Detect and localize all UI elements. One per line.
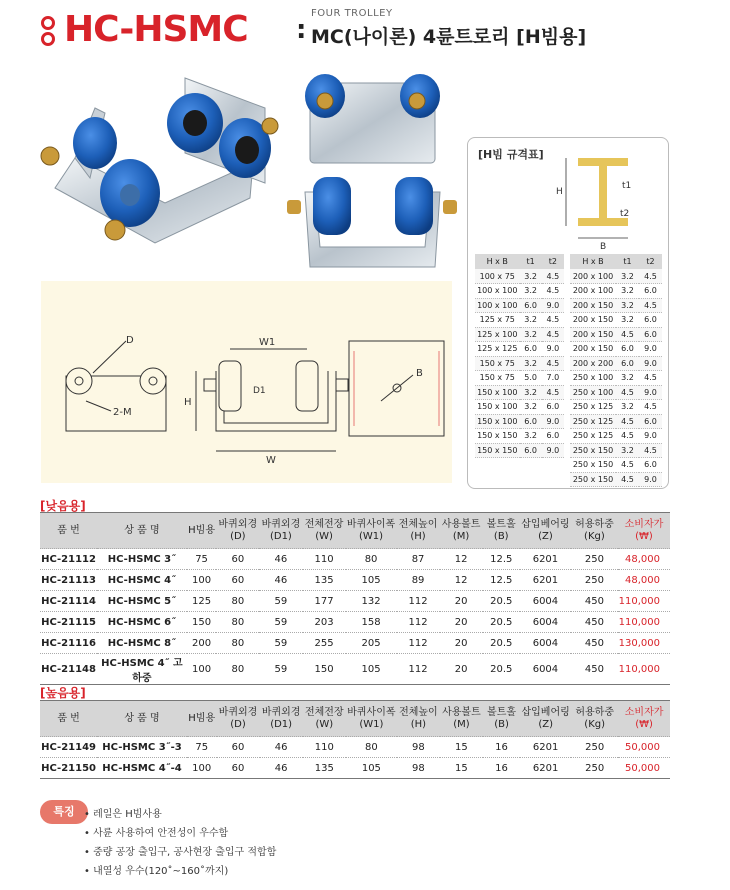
spec-cell: 250 x 125 [570, 414, 616, 429]
technical-drawing [41, 281, 452, 483]
spec-cell: 4.5 [542, 356, 564, 371]
spec-value: 80 [216, 633, 259, 654]
high-type-label: [높음용] [40, 686, 86, 700]
column-header: 상 품 명 [97, 701, 187, 737]
spec-value: 60 [217, 758, 260, 779]
column-header: 상 품 명 [97, 513, 187, 549]
product-name: HC-HSMC 3˝-3 [97, 737, 187, 758]
column-header: 품 번 [40, 513, 97, 549]
product-price: 48,000 [618, 549, 670, 570]
low-type-label: [낮음용] [40, 499, 86, 513]
spec-header: t2 [639, 254, 662, 269]
spec-cell: 250 x 100 [570, 371, 616, 386]
spec-row [570, 371, 662, 386]
column-header: 소비자가 (₩) [618, 701, 670, 737]
spec-value: 100 [187, 758, 217, 779]
spec-value: 150 [187, 612, 217, 633]
column-header: 사용볼트 (M) [440, 701, 483, 737]
spec-cell: 250 x 100 [570, 385, 616, 400]
spec-value: 105 [346, 758, 397, 779]
product-name: HC-HSMC 8˝ [97, 633, 187, 654]
spec-cell: 150 x 100 [475, 414, 520, 429]
spec-value: 135 [303, 570, 346, 591]
spec-header: H x B [475, 254, 520, 269]
spec-value: 6004 [520, 591, 571, 612]
product-code: HC-21115 [40, 612, 97, 633]
spec-cell: 3.2 [520, 269, 542, 284]
spec-value: 20 [440, 654, 483, 685]
spec-cell: 6.0 [520, 414, 542, 429]
spec-value: 15 [440, 737, 483, 758]
product-price: 50,000 [618, 737, 670, 758]
product-name: HC-HSMC 4˝ 고하중 [97, 654, 187, 685]
spec-cell: 9.0 [639, 356, 662, 371]
spec-row [475, 400, 564, 415]
spec-cell: 9.0 [542, 342, 564, 357]
product-code: HC-21114 [40, 591, 97, 612]
column-header: 볼트홀 (B) [483, 513, 520, 549]
spec-cell: 3.2 [520, 356, 542, 371]
spec-cell: 3.2 [616, 284, 639, 299]
spec-cell: 100 x 100 [475, 284, 520, 299]
feature-item: • 내열성 우수(120˚~160˚까지) [84, 862, 276, 881]
spec-value: 177 [303, 591, 346, 612]
spec-cell: 9.0 [639, 472, 662, 487]
low-type-table [40, 512, 670, 685]
column-header: 사용볼트 (M) [440, 513, 483, 549]
spec-value: 98 [397, 758, 440, 779]
product-header [40, 8, 700, 52]
spec-value: 112 [397, 612, 440, 633]
spec-value: 80 [216, 612, 259, 633]
spec-cell: 9.0 [639, 385, 662, 400]
spec-row [570, 356, 662, 371]
product-price: 50,000 [618, 758, 670, 779]
spec-value: 12 [440, 570, 483, 591]
spec-cell: 100 x 100 [475, 298, 520, 313]
spec-value: 46 [259, 549, 302, 570]
label-b: B [416, 368, 423, 379]
plate-top-view-drawing [349, 341, 444, 436]
spec-value: 20 [440, 591, 483, 612]
label-h: H [184, 397, 192, 408]
column-header: 소비자가 (₩) [618, 513, 670, 549]
spec-row [570, 342, 662, 357]
spec-value: 110 [303, 549, 346, 570]
column-header: 바퀴사이폭 (W1) [346, 513, 397, 549]
spec-cell: 150 x 150 [475, 443, 520, 458]
spec-cell: 3.2 [520, 400, 542, 415]
product-photo-top [295, 68, 455, 168]
spec-cell: 6.0 [639, 414, 662, 429]
spec-value: 16 [483, 758, 520, 779]
diagram-label-t2: t2 [620, 209, 630, 219]
spec-value: 89 [397, 570, 440, 591]
spec-cell: 150 x 100 [475, 385, 520, 400]
spec-value: 6201 [520, 570, 571, 591]
spec-row [475, 385, 564, 400]
spec-value: 80 [216, 591, 259, 612]
spec-cell: 100 x 75 [475, 269, 520, 284]
table-row [40, 591, 670, 612]
spec-value: 450 [571, 591, 618, 612]
spec-cell: 3.2 [520, 313, 542, 328]
label-d1: D1 [253, 386, 266, 396]
product-price: 110,000 [618, 612, 670, 633]
column-header: H빔용 [187, 513, 217, 549]
spec-value: 75 [187, 549, 217, 570]
label-2m: 2-M [113, 407, 132, 418]
spec-cell: 150 x 100 [475, 400, 520, 415]
spec-row [570, 429, 662, 444]
product-code: HC-21150 [40, 758, 97, 779]
spec-cell: 3.2 [616, 371, 639, 386]
spec-row [570, 284, 662, 299]
spec-value: 250 [571, 549, 618, 570]
features-badge: 특징 [40, 800, 88, 824]
spec-row [475, 356, 564, 371]
spec-value: 80 [346, 737, 397, 758]
spec-cell: 5.0 [520, 371, 542, 386]
table-row [40, 758, 670, 779]
product-code: HC-21116 [40, 633, 97, 654]
spec-value: 450 [571, 612, 618, 633]
spec-cell: 6.0 [520, 298, 542, 313]
title-separator: : [296, 15, 307, 45]
spec-value: 60 [216, 570, 259, 591]
spec-value: 59 [259, 654, 302, 685]
column-header: 바퀴사이폭 (W1) [346, 701, 397, 737]
spec-cell: 4.5 [616, 327, 639, 342]
table-row [40, 612, 670, 633]
spec-value: 135 [303, 758, 346, 779]
column-header: 바퀴외경 (D1) [260, 701, 303, 737]
spec-value: 20.5 [483, 633, 520, 654]
spec-value: 80 [216, 654, 259, 685]
product-code: HC-21149 [40, 737, 97, 758]
product-name: HC-HSMC 5˝ [97, 591, 187, 612]
spec-value: 450 [571, 654, 618, 685]
spec-cell: 4.5 [542, 284, 564, 299]
spec-value: 15 [440, 758, 483, 779]
spec-row [570, 443, 662, 458]
diagram-label-h: H [556, 187, 563, 197]
spec-value: 105 [346, 654, 397, 685]
spec-cell: 250 x 150 [570, 472, 616, 487]
spec-cell: 200 x 150 [570, 327, 616, 342]
spec-row [570, 327, 662, 342]
spec-cell: 4.5 [616, 429, 639, 444]
spec-value: 112 [397, 591, 440, 612]
spec-value: 6201 [520, 549, 571, 570]
spec-cell: 200 x 150 [570, 313, 616, 328]
spec-cell: 4.5 [639, 298, 662, 313]
spec-row [475, 269, 564, 284]
spec-row [475, 429, 564, 444]
spec-row [475, 414, 564, 429]
spec-value: 75 [187, 737, 217, 758]
spec-value: 98 [397, 737, 440, 758]
spec-cell: 125 x 100 [475, 327, 520, 342]
column-header: 바퀴외경 (D1) [259, 513, 302, 549]
diagram-label-b: B [600, 242, 607, 252]
column-header: H빔용 [187, 701, 217, 737]
spec-cell: 3.2 [616, 443, 639, 458]
subtitle-english: FOUR TROLLEY [311, 8, 393, 19]
spec-row [475, 342, 564, 357]
product-name: HC-HSMC 4˝-4 [97, 758, 187, 779]
spec-cell: 6.0 [520, 342, 542, 357]
brand-rings-icon [40, 16, 56, 48]
spec-cell: 9.0 [639, 342, 662, 357]
spec-row [570, 472, 662, 487]
table-row [40, 633, 670, 654]
spec-cell: 3.2 [520, 327, 542, 342]
column-header: 허용하중 (Kg) [571, 701, 618, 737]
spec-cell: 4.5 [616, 472, 639, 487]
product-code: HC-21148 [40, 654, 97, 685]
spec-cell: 150 x 150 [475, 429, 520, 444]
spec-value: 132 [346, 591, 397, 612]
column-header: 전체전장 (W) [303, 701, 346, 737]
table-row [40, 570, 670, 591]
spec-cell: 7.0 [542, 371, 564, 386]
spec-row [570, 414, 662, 429]
spec-value: 250 [571, 758, 618, 779]
spec-cell: 6.0 [542, 400, 564, 415]
label-w1: W1 [259, 337, 276, 348]
spec-value: 6201 [520, 737, 571, 758]
spec-value: 6201 [520, 758, 571, 779]
table-row [40, 549, 670, 570]
spec-value: 12.5 [483, 570, 520, 591]
spec-cell: 4.5 [616, 385, 639, 400]
product-price: 130,000 [618, 633, 670, 654]
product-price: 110,000 [618, 591, 670, 612]
spec-row [570, 313, 662, 328]
spec-cell: 6.0 [639, 284, 662, 299]
spec-value: 59 [259, 591, 302, 612]
high-type-table [40, 700, 670, 779]
product-name: HC-HSMC 3˝ [97, 549, 187, 570]
spec-value: 46 [259, 570, 302, 591]
spec-cell: 4.5 [639, 443, 662, 458]
spec-cell: 150 x 75 [475, 356, 520, 371]
spec-value: 158 [346, 612, 397, 633]
spec-row [475, 371, 564, 386]
feature-item: • 레일은 H빔사용 [84, 805, 276, 824]
spec-value: 60 [217, 737, 260, 758]
spec-cell: 125 x 125 [475, 342, 520, 357]
spec-cell: 200 x 150 [570, 342, 616, 357]
spec-row [475, 443, 564, 458]
spec-cell: 4.5 [639, 400, 662, 415]
spec-value: 46 [260, 758, 303, 779]
spec-row [475, 298, 564, 313]
spec-value: 20 [440, 612, 483, 633]
spec-cell: 9.0 [639, 429, 662, 444]
spec-cell: 6.0 [616, 342, 639, 357]
subtitle-korean: MC(나이론) 4륜트로리 [H빔용] [311, 26, 587, 48]
spec-cell: 250 x 125 [570, 400, 616, 415]
spec-value: 105 [346, 570, 397, 591]
spec-cell: 6.0 [616, 356, 639, 371]
spec-value: 59 [259, 612, 302, 633]
column-header: 삽입베어링 (Z) [520, 701, 571, 737]
spec-row [475, 284, 564, 299]
column-header: 전체높이 (H) [397, 513, 440, 549]
spec-cell: 4.5 [616, 414, 639, 429]
spec-row [570, 298, 662, 313]
spec-value: 60 [216, 549, 259, 570]
column-header: 허용하중 (Kg) [571, 513, 618, 549]
spec-value: 12 [440, 549, 483, 570]
spec-cell: 3.2 [616, 313, 639, 328]
hbeam-spec-title: [H빔 규격표] [478, 148, 544, 161]
spec-cell: 3.2 [616, 400, 639, 415]
hbeam-cross-section-diagram [548, 152, 658, 252]
spec-value: 6004 [520, 612, 571, 633]
spec-value: 100 [187, 654, 217, 685]
spec-cell: 4.5 [542, 313, 564, 328]
spec-cell: 4.5 [542, 385, 564, 400]
spec-cell: 250 x 150 [570, 458, 616, 473]
product-price: 48,000 [618, 570, 670, 591]
spec-cell: 6.0 [639, 327, 662, 342]
spec-value: 450 [571, 633, 618, 654]
column-header: 바퀴외경 (D) [217, 701, 260, 737]
spec-value: 205 [346, 633, 397, 654]
spec-cell: 200 x 100 [570, 284, 616, 299]
spec-cell: 4.5 [639, 371, 662, 386]
spec-value: 6004 [520, 654, 571, 685]
column-header: 품 번 [40, 701, 97, 737]
product-code: HC-21112 [40, 549, 97, 570]
label-w: W [266, 455, 276, 466]
spec-value: 59 [259, 633, 302, 654]
spec-header: H x B [570, 254, 616, 269]
spec-cell: 9.0 [542, 414, 564, 429]
spec-cell: 6.0 [639, 458, 662, 473]
spec-header: t1 [616, 254, 639, 269]
spec-cell: 3.2 [616, 269, 639, 284]
column-header: 삽입베어링 (Z) [520, 513, 571, 549]
spec-value: 203 [303, 612, 346, 633]
spec-cell: 4.5 [639, 269, 662, 284]
column-header: 바퀴외경 (D) [216, 513, 259, 549]
spec-value: 6004 [520, 633, 571, 654]
spec-value: 150 [303, 654, 346, 685]
spec-header: t1 [520, 254, 542, 269]
spec-cell: 6.0 [542, 429, 564, 444]
spec-cell: 125 x 75 [475, 313, 520, 328]
spec-cell: 6.0 [520, 443, 542, 458]
spec-row [475, 327, 564, 342]
spec-value: 16 [483, 737, 520, 758]
hbeam-spec-panel [467, 137, 669, 489]
spec-value: 87 [397, 549, 440, 570]
table-row [40, 737, 670, 758]
column-header: 볼트홀 (B) [483, 701, 520, 737]
spec-row [570, 385, 662, 400]
label-d: D [126, 335, 134, 346]
table-row [40, 654, 670, 685]
spec-value: 12.5 [483, 549, 520, 570]
spec-cell: 200 x 100 [570, 269, 616, 284]
feature-item: • 사륜 사용하여 안전성이 우수함 [84, 824, 276, 843]
spec-value: 100 [187, 570, 217, 591]
spec-cell: 150 x 75 [475, 371, 520, 386]
spec-cell: 200 x 150 [570, 298, 616, 313]
spec-value: 80 [346, 549, 397, 570]
spec-value: 200 [187, 633, 217, 654]
spec-cell: 3.2 [616, 298, 639, 313]
product-photo-front [285, 172, 460, 272]
spec-cell: 3.2 [520, 284, 542, 299]
spec-value: 20.5 [483, 591, 520, 612]
feature-item: • 중량 공장 출입구, 공사현장 출입구 적합함 [84, 843, 276, 862]
model-code: HC-HSMC [64, 9, 248, 50]
spec-cell: 4.5 [542, 327, 564, 342]
spec-value: 20 [440, 633, 483, 654]
spec-value: 20.5 [483, 654, 520, 685]
spec-value: 110 [303, 737, 346, 758]
hbeam-spec-table-right [570, 254, 662, 487]
spec-cell: 200 x 200 [570, 356, 616, 371]
product-code: HC-21113 [40, 570, 97, 591]
spec-value: 255 [303, 633, 346, 654]
diagram-label-t1: t1 [622, 181, 632, 191]
spec-row [570, 269, 662, 284]
front-view-drawing [196, 349, 348, 451]
spec-value: 250 [571, 570, 618, 591]
spec-cell: 250 x 150 [570, 443, 616, 458]
spec-cell: 4.5 [616, 458, 639, 473]
spec-cell: 3.2 [520, 385, 542, 400]
product-photo-angled [35, 68, 285, 268]
spec-row [570, 458, 662, 473]
column-header: 전체높이 (H) [397, 701, 440, 737]
spec-cell: 3.2 [520, 429, 542, 444]
spec-cell: 9.0 [542, 298, 564, 313]
column-header: 전체전장 (W) [303, 513, 346, 549]
product-name: HC-HSMC 6˝ [97, 612, 187, 633]
spec-cell: 6.0 [639, 313, 662, 328]
spec-value: 112 [397, 633, 440, 654]
spec-cell: 250 x 125 [570, 429, 616, 444]
hbeam-spec-table-left [475, 254, 564, 458]
spec-value: 46 [260, 737, 303, 758]
product-name: HC-HSMC 4˝ [97, 570, 187, 591]
features-list [84, 805, 276, 881]
spec-value: 250 [571, 737, 618, 758]
spec-header: t2 [542, 254, 564, 269]
spec-cell: 9.0 [542, 443, 564, 458]
spec-row [570, 400, 662, 415]
spec-row [475, 313, 564, 328]
spec-value: 20.5 [483, 612, 520, 633]
spec-value: 112 [397, 654, 440, 685]
product-price: 110,000 [618, 654, 670, 685]
spec-value: 125 [187, 591, 217, 612]
spec-cell: 4.5 [542, 269, 564, 284]
